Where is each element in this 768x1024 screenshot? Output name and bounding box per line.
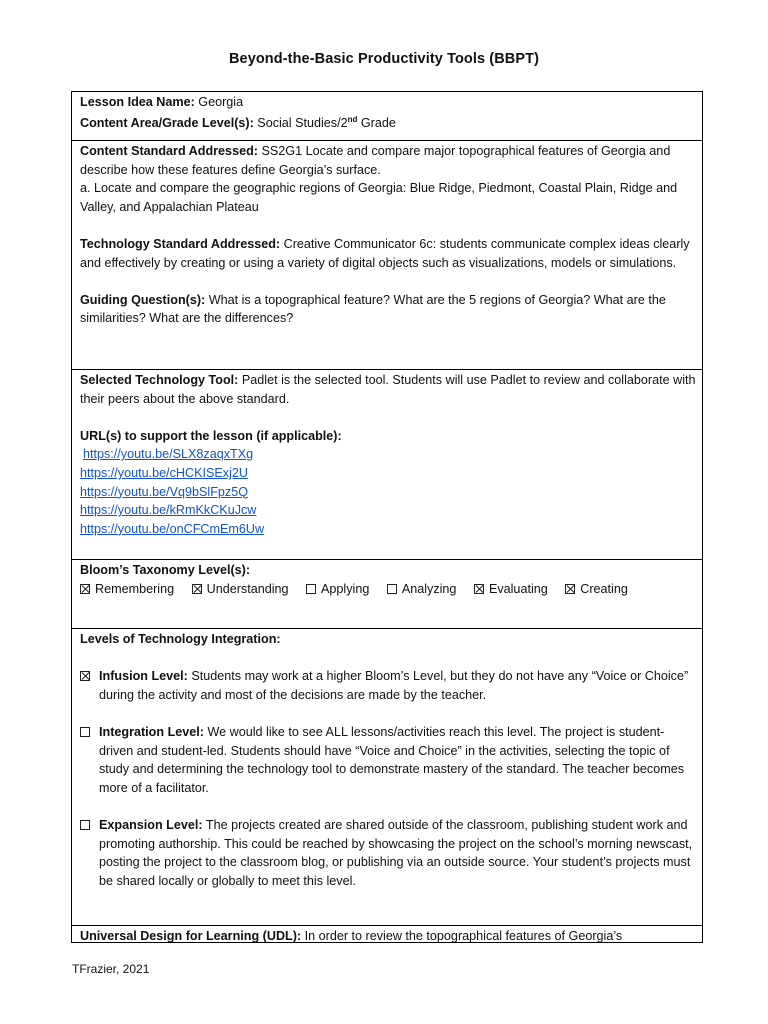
- lesson-idea-value: Georgia: [198, 95, 244, 109]
- checkbox-icon[interactable]: [80, 727, 90, 737]
- content-area-label: Content Area/Grade Level(s):: [80, 115, 254, 130]
- lesson-idea-label: Lesson Idea Name:: [80, 95, 195, 109]
- content-standard: [80, 142, 696, 179]
- bloom-level-creating: [565, 582, 628, 596]
- checkbox-icon[interactable]: [306, 584, 316, 594]
- grade-ordinal: nd: [347, 114, 358, 124]
- bloom-label: Bloom’s Taxonomy Level(s):: [80, 563, 251, 577]
- checkbox-icon[interactable]: [80, 584, 90, 594]
- udl-label: Universal Design for Learning (UDL):: [80, 929, 302, 943]
- checkbox-icon[interactable]: [387, 584, 397, 594]
- technology-standard-label: Technology Standard Addressed:: [80, 236, 281, 251]
- integration-label: Levels of Technology Integration:: [80, 632, 281, 646]
- udl: [80, 927, 696, 943]
- bloom-level-label: Understanding: [206, 581, 289, 596]
- content-standard-text: SS2G1 Locate and compare major topographical features of Georgia and describe how these features define Georgia’s surface.: [80, 144, 671, 177]
- guiding-questions-label: Guiding Question(s):: [80, 292, 206, 307]
- infusion-level: [80, 667, 696, 704]
- bloom-level-understanding: [192, 582, 289, 596]
- expansion-level: [80, 816, 696, 890]
- expansion-level-text: The projects created are shared outside of the classroom, publishing student work and promoting authorship. This could be reached by showcasing the project on the school’s morning newscast, posting the project to the classroom blog, or publishing via an outside source. Your student’s projects must be shared locally or globally to meet this level.: [99, 817, 693, 888]
- technology-tool-text: Padlet is the selected tool. Students will use Padlet to review and collaborate with their peers about the above standard.: [80, 373, 696, 406]
- grade-word: Grade: [360, 115, 396, 130]
- content-area-value: Social Studies/2: [257, 115, 348, 130]
- guiding-questions-text: What is a topographical feature? What are the 5 regions of Georgia? What are the similarities? What are the differences?: [80, 292, 666, 326]
- technology-tool: [80, 371, 696, 408]
- lesson-plan-table: [71, 91, 703, 943]
- expansion-level-name: Expansion Level:: [99, 817, 203, 832]
- bloom-cell: [72, 559, 702, 629]
- content-standard-sub: a. Locate and compare the geographic regions of Georgia: Blue Ridge, Piedmont, Coastal Plain, Ridge and Valley, and Appalachian Plateau: [80, 181, 678, 214]
- checkbox-icon[interactable]: [192, 584, 202, 594]
- technology-tool-cell: [72, 369, 702, 560]
- integration-level-text: We would like to see ALL lessons/activities reach this level. The project is student-driven and student-led. Students should have “Voice and Choice” in the activities, selecting the topic of study and determining the technology tool to demonstrate mastery of the standard. The teacher becomes more of a facilitator.: [99, 724, 685, 795]
- bloom-level-analyzing: [387, 582, 457, 596]
- infusion-level-name: Infusion Level:: [99, 669, 188, 684]
- lesson-info-cell: [72, 92, 702, 141]
- udl-cell: [72, 925, 702, 943]
- document-title: Beyond-the-Basic Productivity Tools (BBPT): [228, 51, 540, 67]
- checkbox-icon[interactable]: [80, 820, 90, 830]
- technology-standard-text: Creative Communicator 6c: students communicate complex ideas clearly and effectively by creating or using a variety of digital objects such as visualizations, models or simulations.: [80, 236, 690, 270]
- bloom-level-label: Evaluating: [488, 581, 548, 596]
- udl-text: In order to review the topographical features of Georgia’s: [304, 929, 623, 943]
- footer-text: TFrazier, 2021: [72, 962, 150, 976]
- infusion-level-text: Students may work at a higher Bloom’s Level, but they do not have any “Voice or Choice” during the activity and most of the decisions are made by the teacher.: [99, 669, 689, 702]
- bloom-level-label: Creating: [580, 581, 628, 596]
- checkbox-icon[interactable]: [565, 584, 575, 594]
- bloom-level-applying: [306, 582, 369, 596]
- url-label: URL(s) to support the lesson (if applicable):: [80, 428, 342, 443]
- integration-level: [80, 723, 696, 797]
- integration-cell: [72, 628, 702, 917]
- url-link[interactable]: https://youtu.be/SLX8zaqxTXg: [83, 447, 254, 462]
- bloom-level-label: Applying: [321, 581, 370, 596]
- url-link[interactable]: https://youtu.be/Vq9bSlFpz5Q: [80, 484, 249, 499]
- url-link[interactable]: https://youtu.be/cHCKISExj2U: [80, 465, 248, 480]
- technology-tool-label: Selected Technology Tool:: [80, 373, 239, 387]
- url-link[interactable]: https://youtu.be/onCFCmEm6Uw: [80, 521, 265, 536]
- checkbox-icon[interactable]: [474, 584, 484, 594]
- content-standard-label: Content Standard Addressed:: [80, 144, 258, 158]
- lesson-idea-line: [80, 93, 696, 112]
- content-area-line: [80, 114, 696, 133]
- bloom-level-evaluating: [474, 582, 548, 596]
- bloom-levels: [80, 580, 696, 599]
- standards-cell: [72, 140, 702, 370]
- checkbox-icon[interactable]: [80, 671, 90, 681]
- bloom-level-label: Remembering: [95, 581, 175, 596]
- technology-standard: [80, 235, 696, 272]
- url-link[interactable]: https://youtu.be/kRmKkCKuJcw: [80, 503, 257, 518]
- guiding-questions: [80, 291, 696, 328]
- bloom-level-remembering: [80, 582, 174, 596]
- bloom-level-label: Analyzing: [401, 581, 457, 596]
- integration-level-name: Integration Level:: [99, 724, 204, 739]
